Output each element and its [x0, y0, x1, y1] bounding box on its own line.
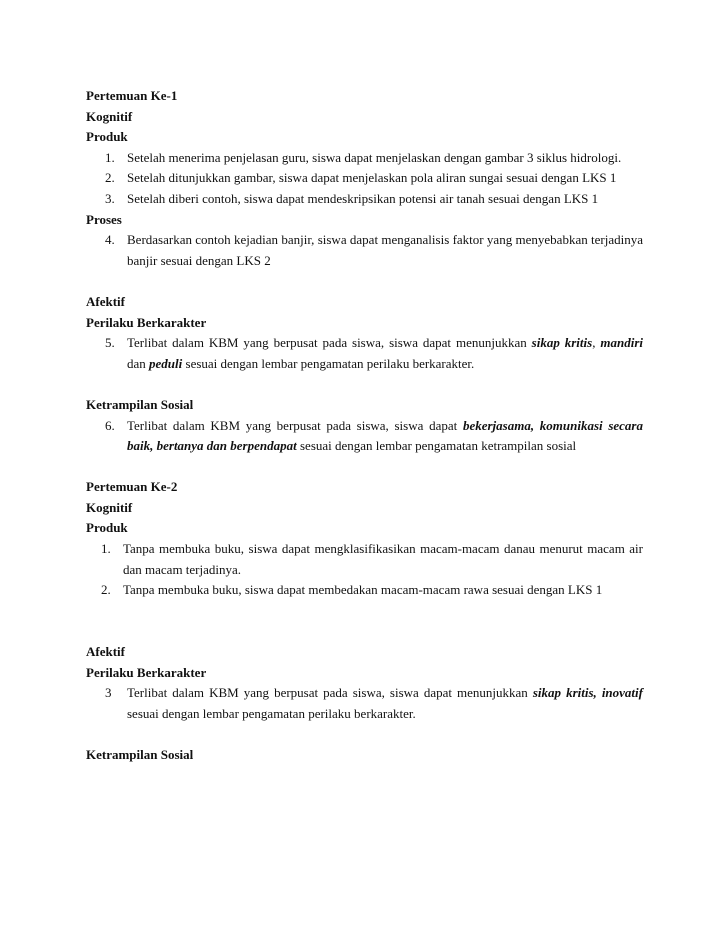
item-text: Tanpa membuka buku, siswa dapat mengklasifikasikan macam-macam danau menurut macam air dan macam terjadinya.: [123, 541, 643, 577]
item-number: 3.: [105, 190, 115, 206]
item-text: Terlibat dalam KBM yang berpusat pada siswa, siswa dapat bekerjasama, komunikasi secara baik, bertanya dan berpendapat sesuai dengan lembar pengamatan ketrampilan sosial: [127, 417, 643, 454]
list-item: [86, 683, 643, 724]
item-number: 5.: [105, 335, 115, 351]
emphasis-text: sikap kritis: [531, 335, 593, 351]
afektif-heading: Afektif: [86, 644, 125, 660]
emphasis-text: mandiri: [600, 335, 644, 351]
kognitif-heading: Kognitif: [86, 499, 133, 515]
list-item: [86, 148, 643, 169]
proses-heading: Proses: [86, 211, 122, 227]
produk-heading: Produk: [86, 129, 128, 145]
afektif-heading: Afektif: [86, 293, 125, 309]
ketrampilan-heading: Ketrampilan Sosial: [86, 747, 194, 762]
item-number: 1.: [101, 541, 111, 557]
kognitif-heading: Kognitif: [86, 108, 133, 124]
item-number: 3: [105, 685, 112, 701]
item-number: 4.: [105, 232, 115, 248]
item-text: Setelah ditunjukkan gambar, siswa dapat menjelaskan pola aliran sungai sesuai dengan LKS 1: [127, 170, 617, 186]
list-item: [86, 230, 643, 271]
list-item: [86, 416, 643, 457]
list-item: [86, 539, 643, 580]
item-number: 2.: [105, 170, 115, 186]
emphasis-text: sikap kritis, inovatif: [532, 685, 643, 701]
document-page: [86, 86, 643, 766]
ketrampilan-heading: Ketrampilan Sosial: [86, 396, 194, 412]
item-number: 6.: [105, 417, 115, 433]
item-number: 2.: [101, 582, 111, 598]
item-text: Terlibat dalam KBM yang berpusat pada siswa, siswa dapat menunjukkan sikap kritis, inovatif sesuai dengan lembar pengamatan perilaku berkarakter.: [127, 685, 643, 721]
list-item: [86, 189, 643, 210]
meeting-2-title: Pertemuan Ke-2: [86, 479, 178, 495]
item-text: Berdasarkan contoh kejadian banjir, siswa dapat menganalisis faktor yang menyebabkan terjadinya banjir sesuai dengan LKS 2: [127, 232, 643, 268]
item-text: Terlibat dalam KBM yang berpusat pada siswa, siswa dapat menunjukkan sikap kritis, mandiri dan peduli sesuai dengan lembar pengamatan perilaku berkarakter.: [127, 335, 644, 371]
meeting-1-title: Pertemuan Ke-1: [86, 88, 178, 103]
item-text: Setelah diberi contoh, siswa dapat mendeskripsikan potensi air tanah sesuai dengan LKS 1: [127, 190, 599, 206]
item-text: Setelah menerima penjelasan guru, siswa dapat menjelaskan dengan gambar 3 siklus hidrologi.: [127, 149, 622, 165]
emphasis-text: peduli: [149, 355, 183, 371]
item-number: 1.: [105, 149, 115, 165]
list-item: [86, 333, 643, 374]
list-item: [86, 580, 643, 601]
produk-heading: Produk: [86, 520, 128, 536]
emphasis-text: bekerjasama, komunikasi secara baik, bertanya dan berpendapat: [127, 417, 643, 454]
item-text: Tanpa membuka buku, siswa dapat membedakan macam-macam rawa sesuai dengan LKS 1: [123, 582, 603, 598]
list-item: [86, 168, 643, 189]
perilaku-heading: Perilaku Berkarakter: [86, 314, 207, 330]
perilaku-heading: Perilaku Berkarakter: [86, 664, 207, 680]
